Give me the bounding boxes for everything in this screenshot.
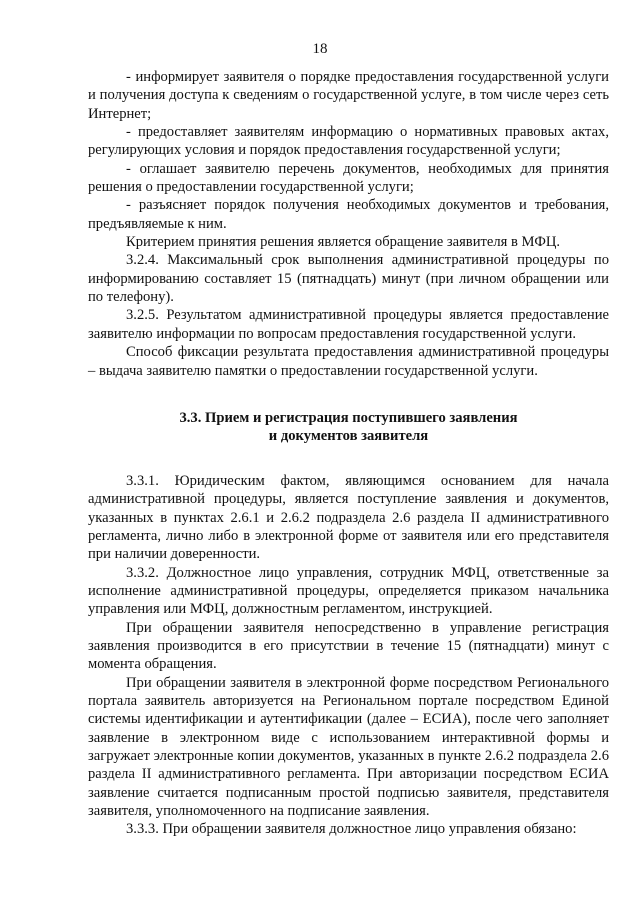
paragraph: Способ фиксации результата предоставления административной процедуры – выдача заявителю памятки о предоставлении государственной услуги. (88, 344, 609, 379)
paragraph: - информирует заявителя о порядке предоставления государственной услуги и получения доступа к сведениям о государственной услуге, в том числе через сеть Интернет; (88, 69, 609, 122)
section-heading-line: и документов заявителя (268, 428, 429, 445)
paragraph: 3.3.1. Юридическим фактом, являющимся основанием для начала административной процедуры, является поступление заявления и документов, указанных в пунктах 2.6.1 и 2.6.2 подраздела 2.6 раздела II административного регламента, лично либо в электронной форме от заявителя или его представителя при наличии доверенности. (88, 472, 609, 563)
paragraph: 3.2.5. Результатом административной процедуры является предоставление заявителю информации по вопросам предоставления государственной услуги. (88, 307, 609, 342)
paragraph: 3.3.3. При обращении заявителя должностное лицо управления обязано: (126, 821, 577, 838)
paragraph: 3.2.4. Максимальный срок выполнения административной процедуры по информированию составляет 15 (пятнадцать) минут (при личном обращении или по телефону). (88, 252, 609, 306)
section-heading (88, 409, 609, 446)
paragraph: 3.3.2. Должностное лицо управления, сотрудник МФЦ, ответственные за исполнение административной процедуры, определяется приказом начальника управления или МФЦ, должностным регламентом, инструкцией. (88, 564, 609, 618)
paragraph: - разъясняет порядок получения необходимых документов и требования, предъявляемые к ним. (88, 197, 609, 232)
document-body (88, 68, 609, 839)
paragraph: При обращении заявителя в электронной форме посредством Регионального портала заявитель авторизуется на Региональном портале посредством Единой системы идентификации и аутентификации (далее – ЕСИА), после чего заполняет заявление в электронном виде с использованием интерактивной формы и загружает электронные копии документов, указанных в пункте 2.6.2 подраздела 2.6 раздела II административного регламента. При авторизации посредством ЕСИА заявление считается подписанным простой подписью заявителя, представителя заявителя, уполномоченного на подписание заявления. (88, 674, 609, 820)
paragraph: При обращении заявителя непосредственно в управление регистрация заявления производится в его присутствии в течение 15 (пятнадцати) минут с момента обращения. (88, 619, 609, 673)
paragraph: Критерием принятия решения является обращение заявителя в МФЦ. (126, 234, 561, 251)
paragraph: - предоставляет заявителям информацию о нормативных правовых актах, регулирующих условия и порядок предоставления государственной услуги; (88, 124, 609, 159)
section-heading-line: 3.3. Прием и регистрация поступившего заявления (179, 409, 518, 426)
paragraph: - оглашает заявителю перечень документов, необходимых для принятия решения о предоставлении государственной услуги; (88, 160, 609, 196)
page-number: 18 (312, 41, 328, 57)
